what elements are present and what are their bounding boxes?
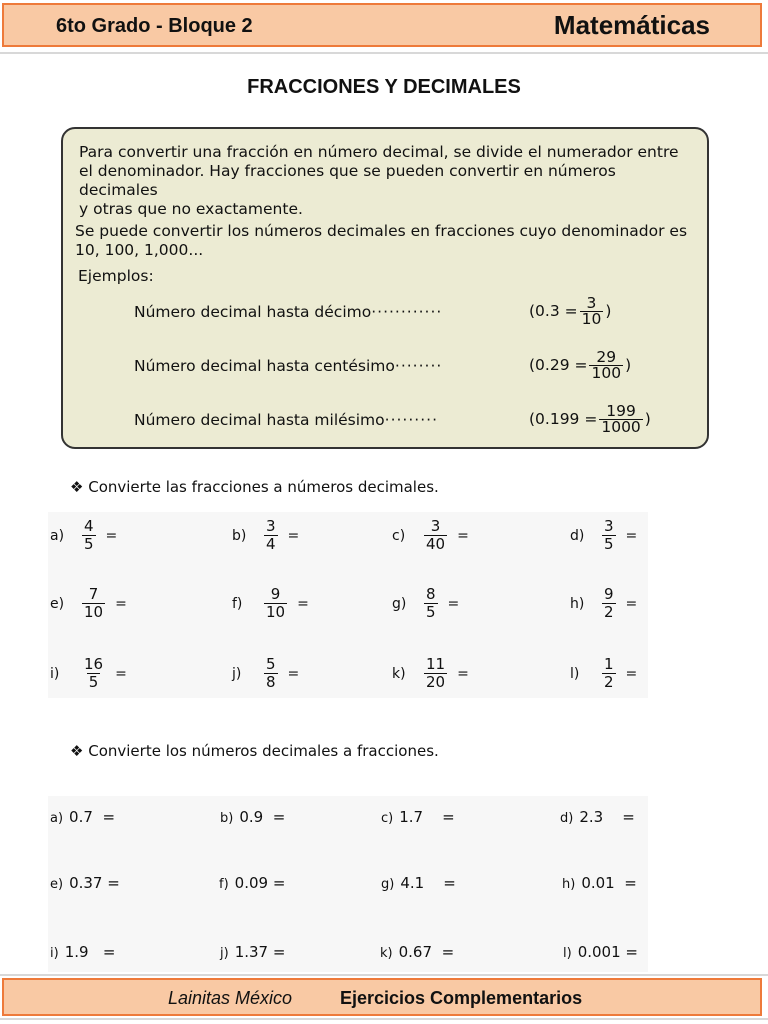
decimal-exercise: f) 0.09 = <box>219 874 286 892</box>
section2-instruction: ❖ Convierte los números decimales a fracciones. <box>70 742 439 760</box>
decimal-exercise: j) 1.37 = <box>220 943 286 961</box>
decimal-exercise: h) 0.01 = <box>562 874 637 892</box>
fraction-exercise: f) $\frac{9}{10}$ = <box>232 585 309 621</box>
fraction-exercise: e) $\frac{7}{10}$ = <box>50 585 127 621</box>
fraction-exercise: b) $\frac{3}{4}$ = <box>232 517 300 553</box>
info-p2-line: Se puede convertir los números decimales en fracciones cuyo denominador es <box>75 222 688 240</box>
fraction-exercise: c) $\frac{3}{40}$ = <box>392 517 469 553</box>
decimal-exercise: k) 0.67 = <box>380 943 455 961</box>
example-label: Número decimal hasta milésimo········· <box>134 411 438 429</box>
info-p1-line: Para convertir una fracción en número decimal, se divide el numerador entre <box>79 143 679 161</box>
example-row <box>63 291 711 331</box>
page-title: FRACCIONES Y DECIMALES <box>247 76 521 98</box>
decimal-exercise: b) 0.9 = <box>220 808 286 826</box>
decimal-exercise: l) 0.001 = <box>563 943 638 961</box>
decimal-exercise: d) 2.3 = <box>560 808 635 826</box>
example-fraction: $\frac{29}{100}$ <box>591 347 622 382</box>
section2-exercise-area <box>48 796 648 972</box>
decimal-exercise: e) 0.37 = <box>50 874 120 892</box>
section1-instruction: ❖ Convierte las fracciones a números decimales. <box>70 478 439 496</box>
example-fraction: $\frac{199}{1000}$ <box>601 401 641 436</box>
header-bar <box>2 3 762 47</box>
info-p1-line: y otras que no exactamente. <box>79 200 303 218</box>
fraction-exercise: j) $\frac{5}{8}$ = <box>232 655 300 691</box>
info-paragraph-1 <box>79 143 699 219</box>
examples-label: Ejemplos: <box>78 267 154 285</box>
fraction-exercise: i) $\frac{16}{5}$ = <box>50 655 127 691</box>
fraction-exercise: a) $\frac{4}{5}$ = <box>50 517 118 553</box>
header-rule <box>0 52 768 54</box>
example-label: Número decimal hasta centésimo········ <box>134 357 443 375</box>
footer-rule <box>0 974 768 976</box>
info-p2-line: 10, 100, 1,000... <box>75 241 204 259</box>
info-p1-line: el denominador. Hay fracciones que se pueden convertir en números decimales <box>79 162 616 199</box>
footer-bottom-rule <box>0 1018 768 1020</box>
decimal-exercise: a) 0.7 = <box>50 808 116 826</box>
fraction-exercise: h) $\frac{9}{2}$ = <box>570 585 638 621</box>
example-label: Número decimal hasta décimo············ <box>134 303 443 321</box>
grade-label: 6to Grado - Bloque 2 <box>56 15 253 37</box>
section1-exercise-area <box>48 512 648 698</box>
info-paragraph-2 <box>75 222 695 260</box>
example-value: (0.29 = $\frac{29}{100}$ ) <box>529 347 632 382</box>
example-value: (0.3 = $\frac{3}{10}$ ) <box>529 293 612 328</box>
fraction-exercise: g) $\frac{8}{5}$ = <box>392 585 460 621</box>
example-row <box>63 345 711 385</box>
fraction-exercise: l) $\frac{1}{2}$ = <box>570 655 638 691</box>
footer-subtitle: Ejercicios Complementarios <box>340 988 583 1008</box>
subject-label: Matemáticas <box>553 10 710 40</box>
example-value: (0.199 = $\frac{199}{1000}$ ) <box>529 401 651 436</box>
footer-brand: Lainitas México <box>168 988 293 1008</box>
decimal-exercise: i) 1.9 = <box>50 943 116 961</box>
fraction-exercise: k) $\frac{11}{20}$ = <box>392 655 469 691</box>
info-box <box>61 127 709 449</box>
decimal-exercise: g) 4.1 = <box>381 874 456 892</box>
fraction-exercise: d) $\frac{3}{5}$ = <box>570 517 638 553</box>
decimal-exercise: c) 1.7 = <box>381 808 455 826</box>
example-fraction: $\frac{3}{10}$ <box>581 293 602 328</box>
example-row <box>63 399 711 439</box>
footer-bar <box>2 978 762 1016</box>
